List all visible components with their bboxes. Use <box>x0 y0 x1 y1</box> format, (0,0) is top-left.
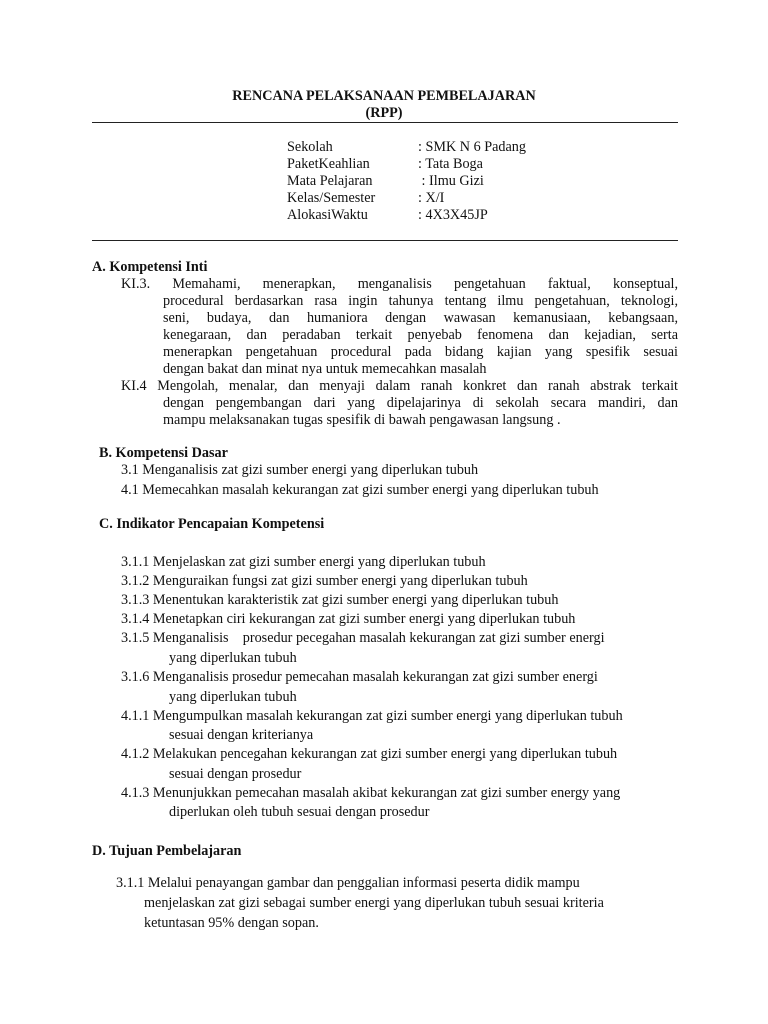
identity-value: : Ilmu Gizi <box>418 173 484 189</box>
ki3-line: dengan bakat dan minat nya untuk memecahkan masalah <box>163 361 487 377</box>
indicator-line: yang diperlukan tubuh <box>169 689 297 705</box>
top-divider <box>92 122 678 123</box>
ki4-line: dengan pengembangan dari yang dipelajarinya di sekolah secara mandiri, dan <box>163 395 678 411</box>
identity-label: PaketKeahlian <box>287 156 370 172</box>
section-c-heading: C. Indikator Pencapaian Kompetensi <box>99 516 325 532</box>
identity-value: : SMK N 6 Padang <box>418 139 526 155</box>
objective-line: menjelaskan zat gizi sebagai sumber energi yang diperlukan tubuh sesuai kriteria <box>144 895 604 911</box>
indicator-line: yang diperlukan tubuh <box>169 650 297 666</box>
identity-label: Mata Pelajaran <box>287 173 373 189</box>
identity-value: : Tata Boga <box>418 156 483 172</box>
ki4-line: mampu melaksanakan tugas spesifik di bawah pengawasan langsung . <box>163 412 561 428</box>
objective-line: ketuntasan 95% dengan sopan. <box>144 915 319 931</box>
section-a-heading: A. Kompetensi Inti <box>92 259 208 275</box>
kd-item: 3.1 Menganalisis zat gizi sumber energi yang diperlukan tubuh <box>121 462 479 478</box>
objective-line: 3.1.1 Melalui penayangan gambar dan penggalian informasi peserta didik mampu <box>116 875 580 891</box>
indicator-line: diperlukan oleh tubuh sesuai dengan prosedur <box>169 804 430 820</box>
identity-label: Sekolah <box>287 139 333 155</box>
ki3-line: menerapkan pengetahuan procedural pada bidang kajian yang spesifik sesuai <box>163 344 678 360</box>
bottom-divider <box>92 240 678 241</box>
kd-item: 4.1 Memecahkan masalah kekurangan zat gizi sumber energi yang diperlukan tubuh <box>121 482 599 498</box>
ki3-line: KI.3. Memahami, menerapkan, menganalisis pengetahuan faktual, konseptual, <box>121 276 678 292</box>
indicator-line: 3.1.6 Menganalisis prosedur pemecahan masalah kekurangan zat gizi sumber energi <box>121 669 598 685</box>
identity-label: AlokasiWaktu <box>287 207 368 223</box>
indicator-line: 4.1.3 Menunjukkan pemecahan masalah akibat kekurangan zat gizi sumber energy yang <box>121 785 621 801</box>
document-subtitle: (RPP) <box>365 105 403 121</box>
indicator-line: 3.1.2 Menguraikan fungsi zat gizi sumber energi yang diperlukan tubuh <box>121 573 528 589</box>
ki3-line: procedural berdasarkan rasa ingin tahunya tentang ilmu pengetahuan, teknologi, <box>163 293 678 309</box>
identity-label: Kelas/Semester <box>287 190 376 206</box>
ki3-line: kenegaraan, dan peradaban terkait penyebab fenomena dan kejadian, serta <box>163 327 678 343</box>
indicator-line: 3.1.3 Menentukan karakteristik zat gizi sumber energi yang diperlukan tubuh <box>121 592 559 608</box>
identity-value: : 4X3X45JP <box>418 207 488 223</box>
indicator-line: 4.1.2 Melakukan pencegahan kekurangan zat gizi sumber energi yang diperlukan tubuh <box>121 746 618 762</box>
identity-value: : X/I <box>418 190 445 206</box>
indicator-line: sesuai dengan kriterianya <box>169 727 314 743</box>
indicator-line: 3.1.5 Menganalisis prosedur pecegahan masalah kekurangan zat gizi sumber energi <box>121 630 605 646</box>
ki4-line: KI.4 Mengolah, menalar, dan menyaji dalam ranah konkret dan ranah abstrak terkait <box>121 378 678 394</box>
document-title: RENCANA PELAKSANAAN PEMBELAJARAN <box>232 88 536 104</box>
indicator-line: sesuai dengan prosedur <box>169 766 302 782</box>
indicator-line: 4.1.1 Mengumpulkan masalah kekurangan zat gizi sumber energi yang diperlukan tubuh <box>121 708 623 724</box>
indicator-line: 3.1.4 Menetapkan ciri kekurangan zat gizi sumber energi yang diperlukan tubuh <box>121 611 576 627</box>
section-b-heading: B. Kompetensi Dasar <box>99 445 228 461</box>
ki3-line: seni, budaya, dan humaniora dengan wawasan kemanusiaan, kebangsaan, <box>163 310 678 326</box>
indicator-line: 3.1.1 Menjelaskan zat gizi sumber energi yang diperlukan tubuh <box>121 554 486 570</box>
section-d-heading: D. Tujuan Pembelajaran <box>92 843 242 859</box>
